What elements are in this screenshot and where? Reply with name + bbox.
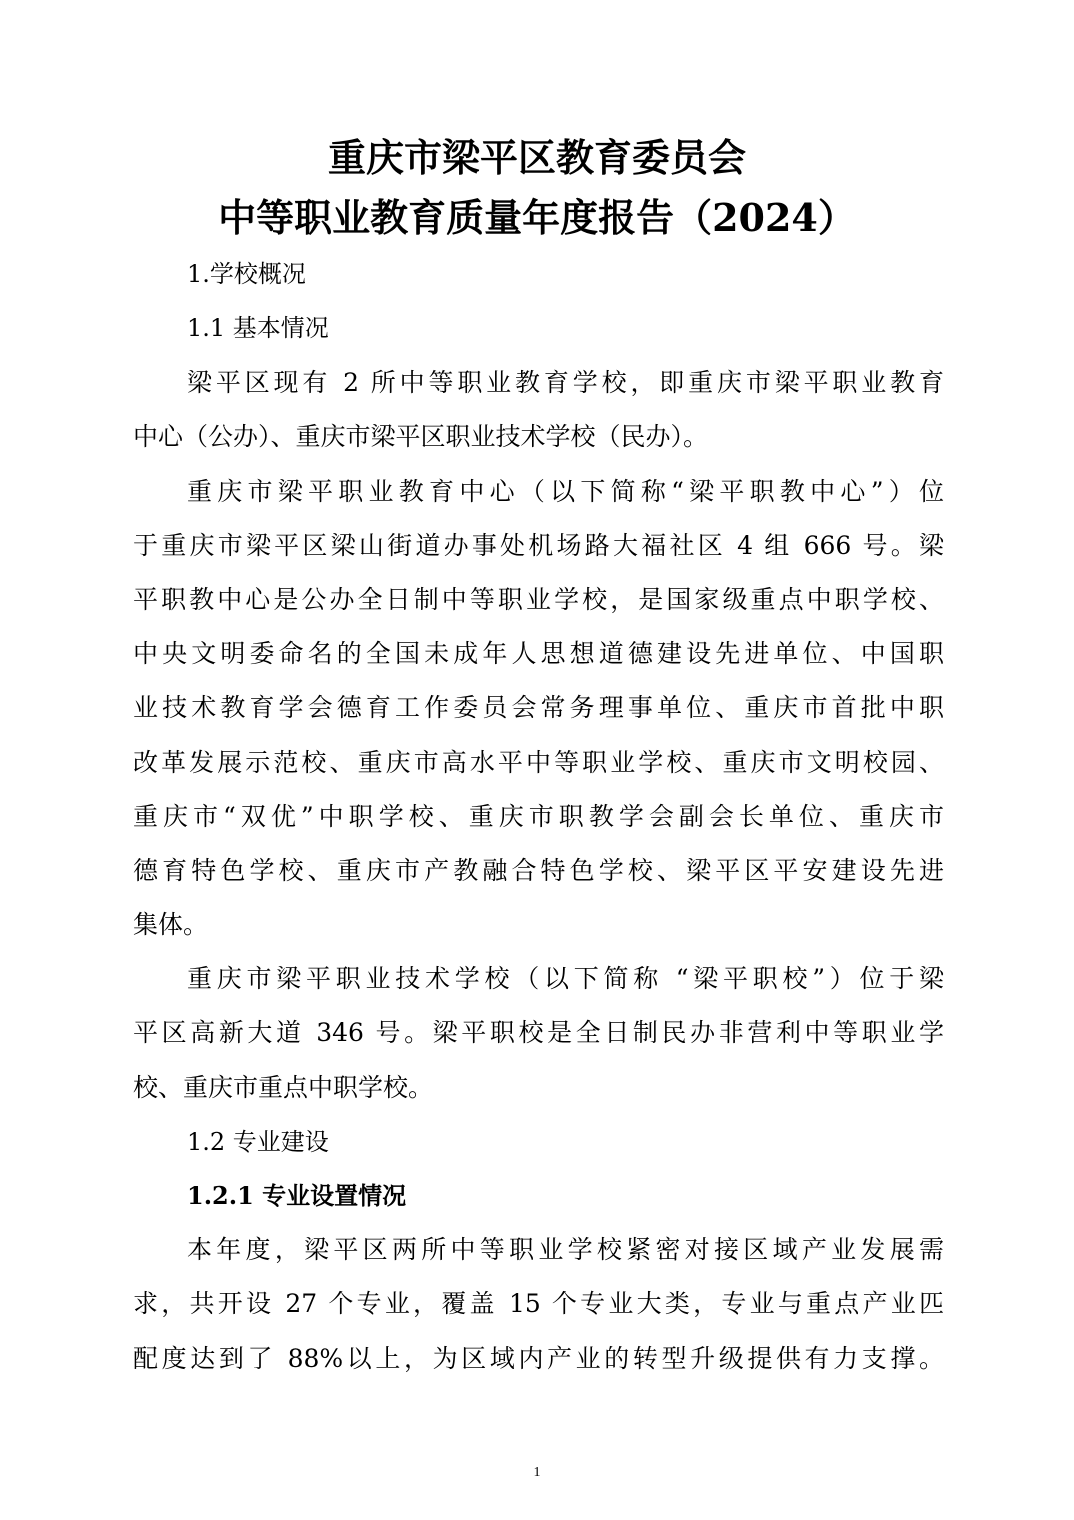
paragraph-line: 配度达到了 88%以上，为区域内产业的转型升级提供有力支撑。 bbox=[133, 1344, 944, 1373]
paragraph-line: 业技术教育学会德育工作委员会常务理事单位、重庆市首批中职 bbox=[133, 693, 944, 722]
paragraph-line: 重庆市“双优”中职学校、重庆市职教学会副会长单位、重庆市 bbox=[133, 802, 944, 831]
section-heading-school-overview: 1.学校概况 bbox=[187, 260, 306, 288]
paragraph-line: 本年度，梁平区两所中等职业学校紧密对接区域产业发展需 bbox=[187, 1235, 944, 1264]
paragraph-line: 重庆市梁平职业教育中心（以下简称“梁平职教中心”）位 bbox=[187, 477, 944, 506]
section-heading-basic-info: 1.1 基本情况 bbox=[187, 314, 329, 342]
paragraph-line: 德育特色学校、重庆市产教融合特色学校、梁平区平安建设先进 bbox=[133, 856, 944, 885]
section-heading-program-construction: 1.2 专业建设 bbox=[187, 1128, 329, 1156]
paragraph-line: 平职教中心是公办全日制中等职业学校，是国家级重点中职学校、 bbox=[133, 585, 944, 614]
paragraph-line: 校、重庆市重点中职学校。 bbox=[133, 1073, 434, 1102]
paragraph-line: 中心（公办）、重庆市梁平区职业技术学校（民办）。 bbox=[133, 422, 709, 451]
paragraph-line: 于重庆市梁平区梁山街道办事处机场路大福社区 4 组 666 号。梁 bbox=[133, 531, 944, 560]
paragraph-line: 集体。 bbox=[133, 910, 209, 939]
paragraph-line: 求，共开设 27 个专业，覆盖 15 个专业大类，专业与重点产业匹 bbox=[133, 1289, 944, 1318]
paragraph-line: 重庆市梁平职业技术学校（以下简称 “梁平职校”）位于梁 bbox=[187, 964, 944, 993]
page-number: 1 bbox=[533, 1465, 541, 1480]
paragraph-line: 平区高新大道 346 号。梁平职校是全日制民办非营利中等职业学 bbox=[133, 1018, 944, 1047]
paragraph-line: 中央文明委命名的全国未成年人思想道德建设先进单位、中国职 bbox=[133, 639, 944, 668]
report-title-line-1: 重庆市梁平区教育委员会 bbox=[327, 135, 746, 180]
paragraph-line: 改革发展示范校、重庆市高水平中等职业学校、重庆市文明校园、 bbox=[133, 748, 944, 777]
report-title-line-2: 中等职业教育质量年度报告（2024） bbox=[218, 195, 856, 240]
paragraph-line: 梁平区现有 2 所中等职业教育学校，即重庆市梁平职业教育 bbox=[187, 368, 944, 397]
section-heading-program-setup: 1.2.1 专业设置情况 bbox=[187, 1181, 407, 1210]
